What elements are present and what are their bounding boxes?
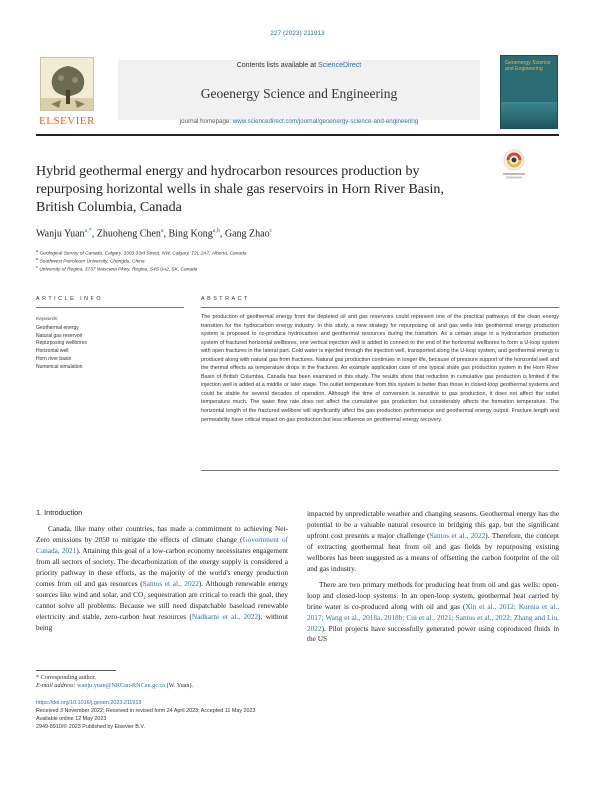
- author-name[interactable]: Zhuoheng Chen: [96, 228, 161, 240]
- abstract-rule: [201, 307, 559, 308]
- abstract-heading: ABSTRACT: [201, 296, 250, 302]
- author-affil-sup[interactable]: c: [269, 228, 273, 234]
- affiliation-sup: b: [36, 256, 39, 261]
- check-for-updates-icon[interactable]: [500, 148, 528, 180]
- paragraph: [307, 580, 559, 646]
- keywords-list: [36, 325, 176, 371]
- sciencedirect-link[interactable]: ScienceDirect: [318, 62, 362, 69]
- paragraph-text: ). Attaining this goal of a low-carbon economy necessitates engagement from all sectors of society. The decarbonization of the energy supply is considered a priority pathway in these efforts, as the majority of the world's energy production comes from oil and gas resources (: [36, 545, 288, 588]
- homepage-link[interactable]: www.sciencedirect.com/journal/geoenergy-science-and-engineering: [232, 118, 419, 125]
- citation-link[interactable]: Santos et al., 2022: [142, 578, 199, 588]
- keyword: Geothermal energy: [36, 325, 79, 331]
- intro-column-right: [307, 509, 559, 645]
- article-title: Hybrid geothermal energy and hydrocarbon resources production by repurposing horizontal wells in shale gas reservoirs in Horn River Basin, British Columbia, Canada: [36, 164, 444, 215]
- elsevier-logo[interactable]: [36, 57, 98, 127]
- keyword: Natural gas reservoir: [36, 332, 83, 339]
- paragraph: [36, 524, 288, 634]
- paragraph-text: ). Pilot projects have successfully generated power using coproduced fluids in the US: [307, 623, 559, 644]
- keyword: Repurposing wellbores: [36, 340, 87, 347]
- keyword: Horn river basin: [36, 355, 72, 362]
- email-link[interactable]: wanju.yuan@NRCan-RNCan.gc.ca: [77, 682, 166, 689]
- journal-cover-image[interactable]: [500, 55, 558, 129]
- publisher-name: ELSEVIER: [39, 115, 95, 127]
- keywords-label: Keywords:: [36, 317, 59, 322]
- paragraph-text: There are two primary methods for producing heat from oil and gas wells: open-loop and closed-loop systems. In an open-loop system, geothermal heat carried by brine water is co-produced along with oil and gas (: [307, 579, 559, 611]
- email-note: [36, 682, 336, 689]
- citation-link[interactable]: Nadkarni et al., 2022: [191, 611, 259, 621]
- email-label: E-mail address:: [36, 682, 78, 689]
- affiliation-text: Geological Survey of Canada, Calgary, 3303 33rd Street, NW, Calgary, T2L 2A7, Alberta, Canada: [39, 251, 247, 257]
- author-name[interactable]: Gang Zhao: [224, 228, 270, 240]
- introduction-heading: 1. Introduction: [36, 508, 83, 517]
- abstract-text: The production of geothermal energy from the depleted oil and gas reservoirs could represent one of the practical pathways of the clean energy transition for the hydrocarbon energy industry. In this study, a new strategy for repurposing oil and gas wells into geothermal energy production system is proposed to co-produce hydrocarbon and geothermal resources during the transition. As a certain stage in a hydrocarbon production system of fractured horizontal wellbores, one vertical injection well is added to connect to the end of the horizontal wellbores to form a U-loop system with open fractures in the lateral part. Cold water is injected through the injection well, transported along the U-loop system, and geothermal energy is produced along with natural gas from fractures. Natural gas production continues in longer life, because of pressure support of the horizontal well and the thermal effects as temperature drops in the fractures. An example application case of one typical shale gas production system in the Horn River Basin of British Columbia, Canada has been examined in this study. The results show that reduction in cumulative gas production is limited if the injection well is added at a middle or later stage. The outlet temperature from this system is better than those in closed-loop geothermal systems and could be stable for several decades of operation. Although the time of conversion is sensitive to gas production, it does not affect the outlet temperature much. The water flow rate does not affect the cumulative gas production but considerably affects the formation temperature. The horizontal length of the fractured wellbore will significantly affect the gas production performance and geothermal energy output. Fracture length and permeability have critical impact on gas production but less influence on geothermal energy recovery.: [201, 314, 559, 423]
- keyword: Horizontal well: [36, 348, 69, 355]
- affiliation-text: Southwest Petroleum University, Chengdu, China: [39, 259, 145, 265]
- author-affil-sup[interactable]: a: [160, 228, 164, 234]
- keyword: Numerical simulation: [36, 363, 83, 370]
- cover-art: [501, 102, 557, 128]
- citation-link[interactable]: Xin et al., 2012; Kurnia et al., 2017; Wang et al., 2018a, 2018b; Cui et al., 2021; Santos et al., 2022; Zhang and Liu, 2022: [307, 601, 559, 633]
- elsevier-tree-icon: [40, 57, 94, 111]
- footnote-rule: [36, 670, 116, 671]
- available-online: Available online 12 May 2023: [36, 716, 107, 722]
- author-name[interactable]: Wanju Yuan: [36, 228, 85, 240]
- affiliation: [36, 264, 556, 273]
- cover-title: Geoenergy Science and Engineering: [505, 60, 551, 73]
- copyright-line: 2949-8910/© 2023 Published by Elsevier B.V.: [36, 724, 145, 730]
- author-affil-sup[interactable]: a,b: [212, 228, 220, 234]
- doi-link[interactable]: [36, 700, 436, 706]
- author-affil-sup[interactable]: a,*: [84, 228, 92, 234]
- author-name[interactable]: Bing Kong: [168, 228, 213, 240]
- journal-title: Geoenergy Science and Engineering: [200, 86, 398, 101]
- contents-prefix: Contents lists available at: [236, 62, 319, 69]
- paragraph-text: impacted by unpredictable weather and changing seasons. Geothermal energy has the potential to be a valuable natural resource in bridging this gap, but the significant upfront cost presents a major challenge (: [307, 509, 559, 540]
- received-dates: Received 3 November 2022; Received in revised form 24 April 2023; Accepted 11 May 2023: [36, 708, 256, 714]
- article-info-rule: [36, 307, 184, 308]
- paragraph-text: ). Therefore, the concept of extracting geothermal heat from oil and gas fields by repurposing existing wellbores has been suggested as a means of offsetting the carbon footprint of the oil and gas industry.: [307, 530, 559, 573]
- paragraph-text: ), without being: [36, 611, 288, 632]
- article-info-heading: ARTICLE INFO: [36, 296, 104, 302]
- affiliation-text: University of Regina, 3737 Wascana Pkwy, Regina, S4S 0A2, SK, Canada: [39, 267, 198, 273]
- contents-line: [118, 62, 480, 69]
- header-rule: [36, 134, 559, 136]
- corresponding-author-note: * Corresponding author.: [36, 674, 96, 681]
- intro-column-left: [36, 524, 288, 634]
- affiliation-sup: c: [36, 264, 38, 269]
- citation-link[interactable]: Government of Canada, 2021: [36, 534, 288, 555]
- author-list: Wanju Yuan$^{a,*}$, Zhuoheng Chen$^a$, Bing Kong$^{a,b}$, Gang Zhao$^c$: [36, 228, 273, 240]
- paragraph-text: ). Although renewable energy sources like wind and solar, and CO₂ sequestration are critical to reach the goal, they cannot solve all problems. Because we still need dispatchable baseload renewable electricity and stable, zero-carbon heat resources (: [36, 578, 288, 621]
- citation-link[interactable]: Santos et al., 2022: [429, 530, 486, 540]
- journal-citation-link[interactable]: 227 (2023) 211913: [270, 30, 325, 37]
- homepage-prefix: journal homepage:: [179, 118, 233, 125]
- abstract-end-rule: [201, 470, 559, 471]
- paragraph-text: Canada, like many other countries, has made a commitment to achieving Net-Zero emissions by 2050 to mitigate the effects of climate change (: [36, 524, 288, 544]
- doi-text[interactable]: https://doi.org/10.1016/j.geoen.2023.211913: [36, 700, 142, 706]
- email-suffix: (W. Yuan).: [165, 682, 194, 689]
- paragraph: [307, 509, 559, 575]
- affiliation-sup: a: [36, 248, 39, 253]
- journal-homepage: [118, 118, 480, 125]
